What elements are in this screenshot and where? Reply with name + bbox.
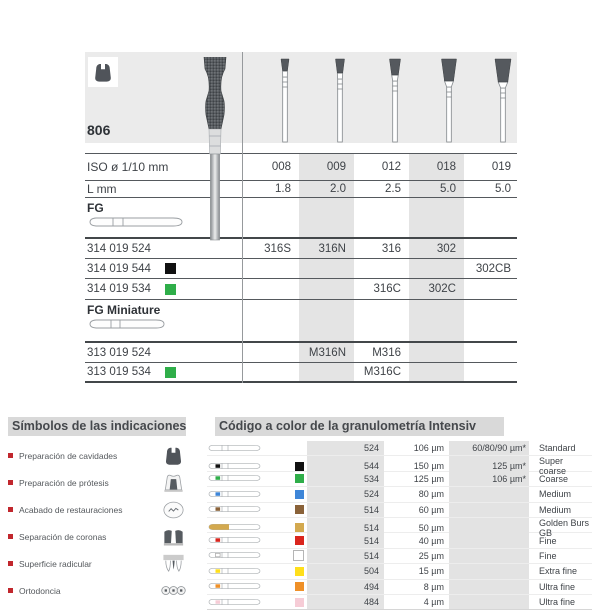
grit-name: Fine [539,550,557,561]
order-code-row [85,239,517,259]
product-table [85,52,517,383]
bur-drawing-icon [325,58,355,143]
figure-code-cell: 316S [264,242,291,255]
grit-color-square [165,367,176,378]
grit-code: 494 [307,580,384,594]
grit-color-square [165,284,176,295]
fg-miniature-shank-icon [87,317,169,331]
figure-code-cell: M316 [372,346,401,359]
granulometry-row [207,533,592,548]
grit-size: 50 µm [418,522,444,533]
bur-drawing-icon [488,58,518,143]
grit-color-square [295,582,304,591]
grit-code: 514 [307,503,384,517]
grit-name: Fine [539,535,557,546]
grit-color-square [295,598,304,607]
length-value-cell: 2.5 [385,183,401,195]
grit-alt-size: 60/80/90 µm* [449,441,529,455]
grit-size: 106 µm [413,443,444,454]
color-square-cell [269,523,307,532]
grit-size: 25 µm [418,550,444,561]
grit-code: 484 [307,595,384,609]
grit-alt-size: 106 µm* [449,472,529,486]
color-square-cell [269,598,307,607]
indication-label: Separación de coronas [19,531,107,542]
granulometry-row [207,456,592,477]
granulometry-row [207,580,592,595]
orthodontics-icon [161,578,186,603]
granulometry-section [207,417,592,610]
grit-size: 60 µm [418,504,444,515]
grit-alt-size [449,503,529,517]
order-code-label [85,243,242,255]
bur-band-cell [207,549,269,562]
grit-name: Medium [539,489,572,500]
bur-band-cell [207,580,269,593]
order-code-label [85,347,242,359]
bur-shape-box [88,57,118,87]
length-row [85,181,517,198]
grit-alt-size [449,564,529,578]
grit-code: 534 [307,472,384,486]
color-square-cell [269,567,307,576]
iso-value-cell: 008 [271,161,291,173]
grit-name: Super coarse [539,456,567,477]
bur-band-cell [207,460,269,473]
bullet-icon [8,480,13,485]
grit-size: 4 µm [423,597,444,608]
bur-drawing-icon [380,58,410,143]
table-rows [85,153,517,383]
bur-band-cell [207,565,269,578]
length-row-label: L mm [87,182,117,196]
granulometry-row [207,503,592,518]
color-square-cell [269,474,307,483]
grit-code: 524 [307,441,384,455]
granulometry-row [207,549,592,564]
bur-photo [193,57,237,242]
mini-bur-icon [207,535,263,545]
grit-name: Medium [539,504,572,515]
fg-miniature-section-header [85,300,517,343]
grit-size: 40 µm [418,535,444,546]
figure-code-cell: 316 [381,242,401,255]
bur-band-cell [207,488,269,501]
bur-band-cell [207,521,269,534]
indications-title: Símbolos de las indicaciones [8,417,186,436]
granulometry-row [207,564,592,579]
indications-section [8,417,186,604]
fg-miniature-label: FG Miniature [87,303,161,317]
fg-label: FG [87,201,104,215]
grit-color-square [295,490,304,499]
grit-color-square [165,263,176,274]
indication-label: Superficie radicular [19,558,92,569]
figure-code-cell: 302C [428,283,456,295]
indication-item [8,496,186,523]
bur-band-cell [207,442,269,455]
iso-row-label: ISO ø 1/10 mm [87,160,169,174]
order-code: 313 019 534 [87,366,151,378]
grit-size: 8 µm [423,581,444,592]
bullet-icon [8,561,13,566]
crown-separation-icon [161,524,186,549]
indication-item [8,550,186,577]
indication-label: Preparación de prótesis [19,477,109,488]
order-code-row [85,259,517,279]
bur-band-cell [207,534,269,547]
grit-color-square [295,567,304,576]
grit-alt-size [449,533,529,547]
root-surface-icon [161,551,186,576]
grit-code: 514 [307,518,384,538]
grit-name: Ultra fine [539,581,576,592]
granulometry-row [207,595,592,610]
bur-drawing-icon [270,58,300,143]
mini-bur-icon [207,504,263,514]
figure-code-cell: M316C [363,366,401,378]
grit-alt-size [449,549,529,563]
order-code-label [85,366,242,378]
bullet-icon [8,588,13,593]
grit-alt-size [449,487,529,501]
indication-label: Ortodoncia [19,585,61,596]
granulometry-row [207,472,592,487]
grit-code: 504 [307,564,384,578]
length-value-cell: 5.0 [495,183,511,195]
bullet-icon [8,507,13,512]
grit-size: 15 µm [418,566,444,577]
color-square-cell [269,550,307,561]
mini-bur-icon [207,489,263,499]
bur-band-cell [207,472,269,485]
bur-illustration-panel [85,52,517,143]
order-code: 313 019 524 [87,346,151,359]
order-code: 314 019 534 [87,283,151,295]
grit-size: 80 µm [418,489,444,500]
granulometry-table [207,441,592,610]
grit-code: 524 [307,487,384,501]
grit-code: 544 [307,456,384,476]
restoration-finishing-icon [161,497,186,522]
cavity-prep-icon [161,443,186,468]
length-value-cell: 2.0 [330,183,346,195]
fg-shank-icon [87,215,187,229]
iso-value-cell: 018 [436,161,456,173]
order-code-row [85,343,517,363]
order-code: 314 019 544 [87,262,151,275]
granulometry-row [207,487,592,502]
grit-name: Golden Burs GB [539,517,590,538]
mini-bur-icon [207,550,263,560]
figure-code-cell: 302CB [475,262,511,275]
order-code-row [85,363,517,383]
order-code: 314 019 524 [87,242,151,255]
grit-code: 514 [307,549,384,563]
bur-band-cell [207,503,269,516]
grit-alt-size [449,580,529,594]
indication-item [8,469,186,496]
order-code-label [85,263,242,275]
iso-value-cell: 009 [326,161,346,173]
fg-section-header [85,198,517,239]
grit-name: Extra fine [539,566,578,577]
grit-name: Coarse [539,473,569,484]
shape-code-label: 806 [87,122,111,138]
grit-alt-size: 125 µm* [449,456,529,476]
figure-code-cell: M316N [308,346,346,359]
granulometry-row [207,441,592,456]
inverted-cone-shape-icon [90,59,116,85]
color-square-cell [269,536,307,545]
bur-band-cell [207,596,269,609]
indication-label: Preparación de cavidades [19,450,118,461]
color-square-cell [269,462,307,471]
color-square-cell [269,490,307,499]
grit-name: Standard [539,443,576,454]
mini-bur-icon [207,443,263,453]
grit-color-square [295,536,304,545]
iso-value-cell: 012 [381,161,401,173]
order-code-row [85,279,517,300]
mini-bur-icon [207,522,263,532]
indication-item [8,523,186,550]
figure-code-cell: 302 [436,242,456,255]
mini-bur-icon [207,566,263,576]
bur-drawing-icon [434,58,464,143]
mini-bur-icon [207,473,263,483]
grit-size: 125 µm [413,473,444,484]
grit-alt-size [449,595,529,609]
mini-bur-icon [207,461,263,471]
granulometry-row [207,517,592,538]
grit-code: 514 [307,533,384,547]
indication-label: Acabado de restauraciones [19,504,123,515]
grit-name: Ultra fine [539,597,576,608]
grit-color-square [295,462,304,471]
figure-code-cell: 316C [373,283,401,295]
granulometry-title: Código a color de la granulometría Intensiv [215,417,504,436]
color-square-cell [269,582,307,591]
prosthesis-prep-icon [161,470,186,495]
mini-bur-icon [207,581,263,591]
column-divider [242,52,243,383]
grit-size: 150 µm [413,461,444,472]
iso-row [85,153,517,181]
length-value-cell: 5.0 [440,183,456,195]
indication-item [8,442,186,469]
mini-bur-icon [207,597,263,607]
bullet-icon [8,534,13,539]
order-code-label [85,283,242,295]
iso-value-cell: 019 [491,161,511,173]
grit-color-square [293,550,304,561]
bullet-icon [8,453,13,458]
grit-color-square [295,505,304,514]
grit-color-square [295,523,304,532]
figure-code-cell: 316N [318,242,346,255]
color-square-cell [269,505,307,514]
length-value-cell: 1.8 [275,183,291,195]
grit-color-square [295,474,304,483]
